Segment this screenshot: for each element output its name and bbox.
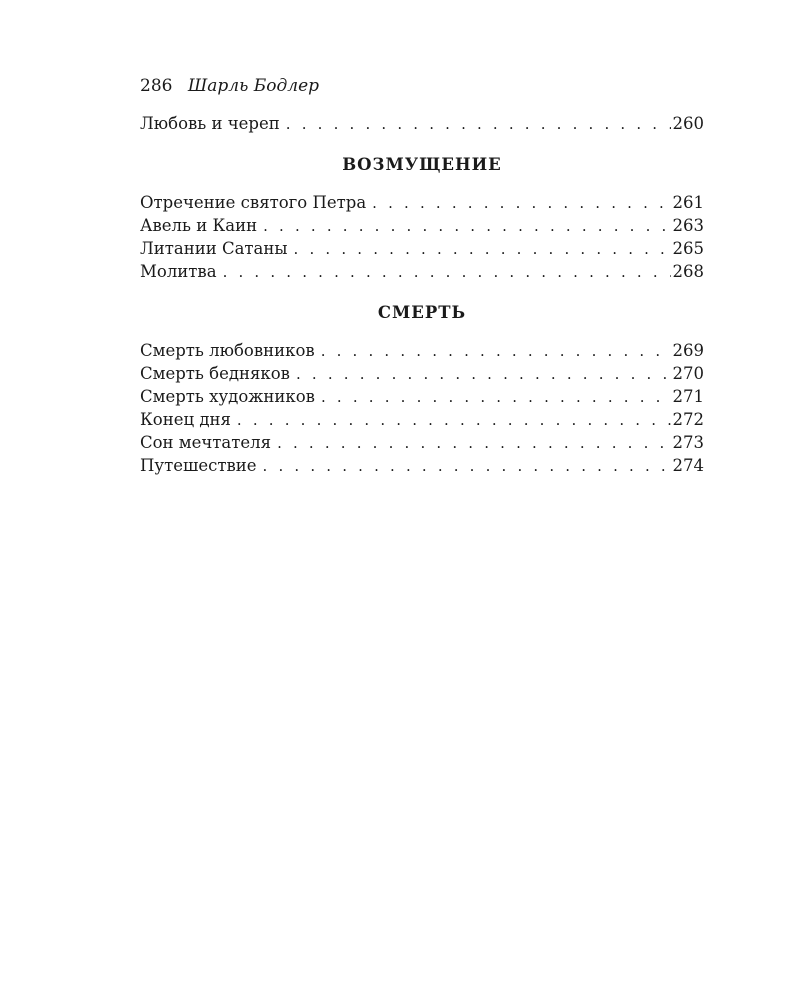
page-number: 286 [140, 76, 173, 96]
toc-entry [140, 362, 704, 385]
toc-entry-title: Смерть художников [140, 387, 315, 406]
toc-entry-title: Авель и Каин [140, 216, 258, 235]
dot-leader [223, 261, 671, 284]
toc-entry [140, 260, 704, 283]
dot-leader [372, 192, 670, 215]
book-page [140, 74, 704, 477]
toc-entry-page: 260 [672, 114, 704, 133]
toc-entry [140, 214, 704, 237]
toc-entry-title: Смерть любовников [140, 341, 315, 360]
toc-entry-page: 265 [672, 239, 704, 258]
dot-leader [321, 340, 671, 363]
dot-leader [294, 238, 671, 261]
running-head-author: Шарль Бодлер [187, 76, 320, 96]
toc-entry-page: 269 [672, 341, 704, 360]
toc-entry-page: 274 [672, 456, 704, 475]
dot-leader [286, 113, 671, 136]
toc-entry-page: 261 [672, 193, 704, 212]
toc-entry-title: Путешествие [140, 456, 257, 475]
toc-entry-title: Смерть бедняков [140, 364, 290, 383]
toc-entry-title: Литании Сатаны [140, 239, 288, 258]
toc-entry [140, 339, 704, 362]
toc-section-list [140, 191, 704, 283]
dot-leader [296, 363, 671, 386]
toc-entry [140, 454, 704, 477]
toc-entry-page: 270 [672, 364, 704, 383]
toc-entry [140, 237, 704, 260]
toc-entry-title: Конец дня [140, 410, 231, 429]
toc-entry-title: Сон мечтателя [140, 433, 272, 452]
toc-entry [140, 191, 704, 214]
toc-entry [140, 408, 704, 431]
toc-entry-page: 271 [672, 387, 704, 406]
dot-leader [321, 386, 671, 409]
toc-entry-page: 273 [672, 433, 704, 452]
toc-entry-page: 263 [672, 216, 704, 235]
toc-entry [140, 112, 704, 135]
dot-leader [263, 215, 670, 238]
toc-entry [140, 385, 704, 408]
dot-leader [263, 455, 671, 478]
toc-section-list [140, 339, 704, 477]
toc-entry-page: 268 [672, 262, 704, 281]
section-heading: СМЕРТЬ [377, 303, 467, 322]
toc-entry-title: Молитва [140, 262, 217, 281]
toc-entry-page: 272 [672, 410, 704, 429]
toc-entry [140, 431, 704, 454]
section-heading: ВОЗМУЩЕНИЕ [342, 155, 502, 174]
toc-intro-list [140, 112, 704, 135]
dot-leader [277, 432, 670, 455]
dot-leader [237, 409, 671, 432]
running-head [140, 74, 704, 98]
toc-entry-title: Любовь и череп [140, 114, 280, 133]
toc-entry-title: Отречение святого Петра [140, 193, 367, 212]
